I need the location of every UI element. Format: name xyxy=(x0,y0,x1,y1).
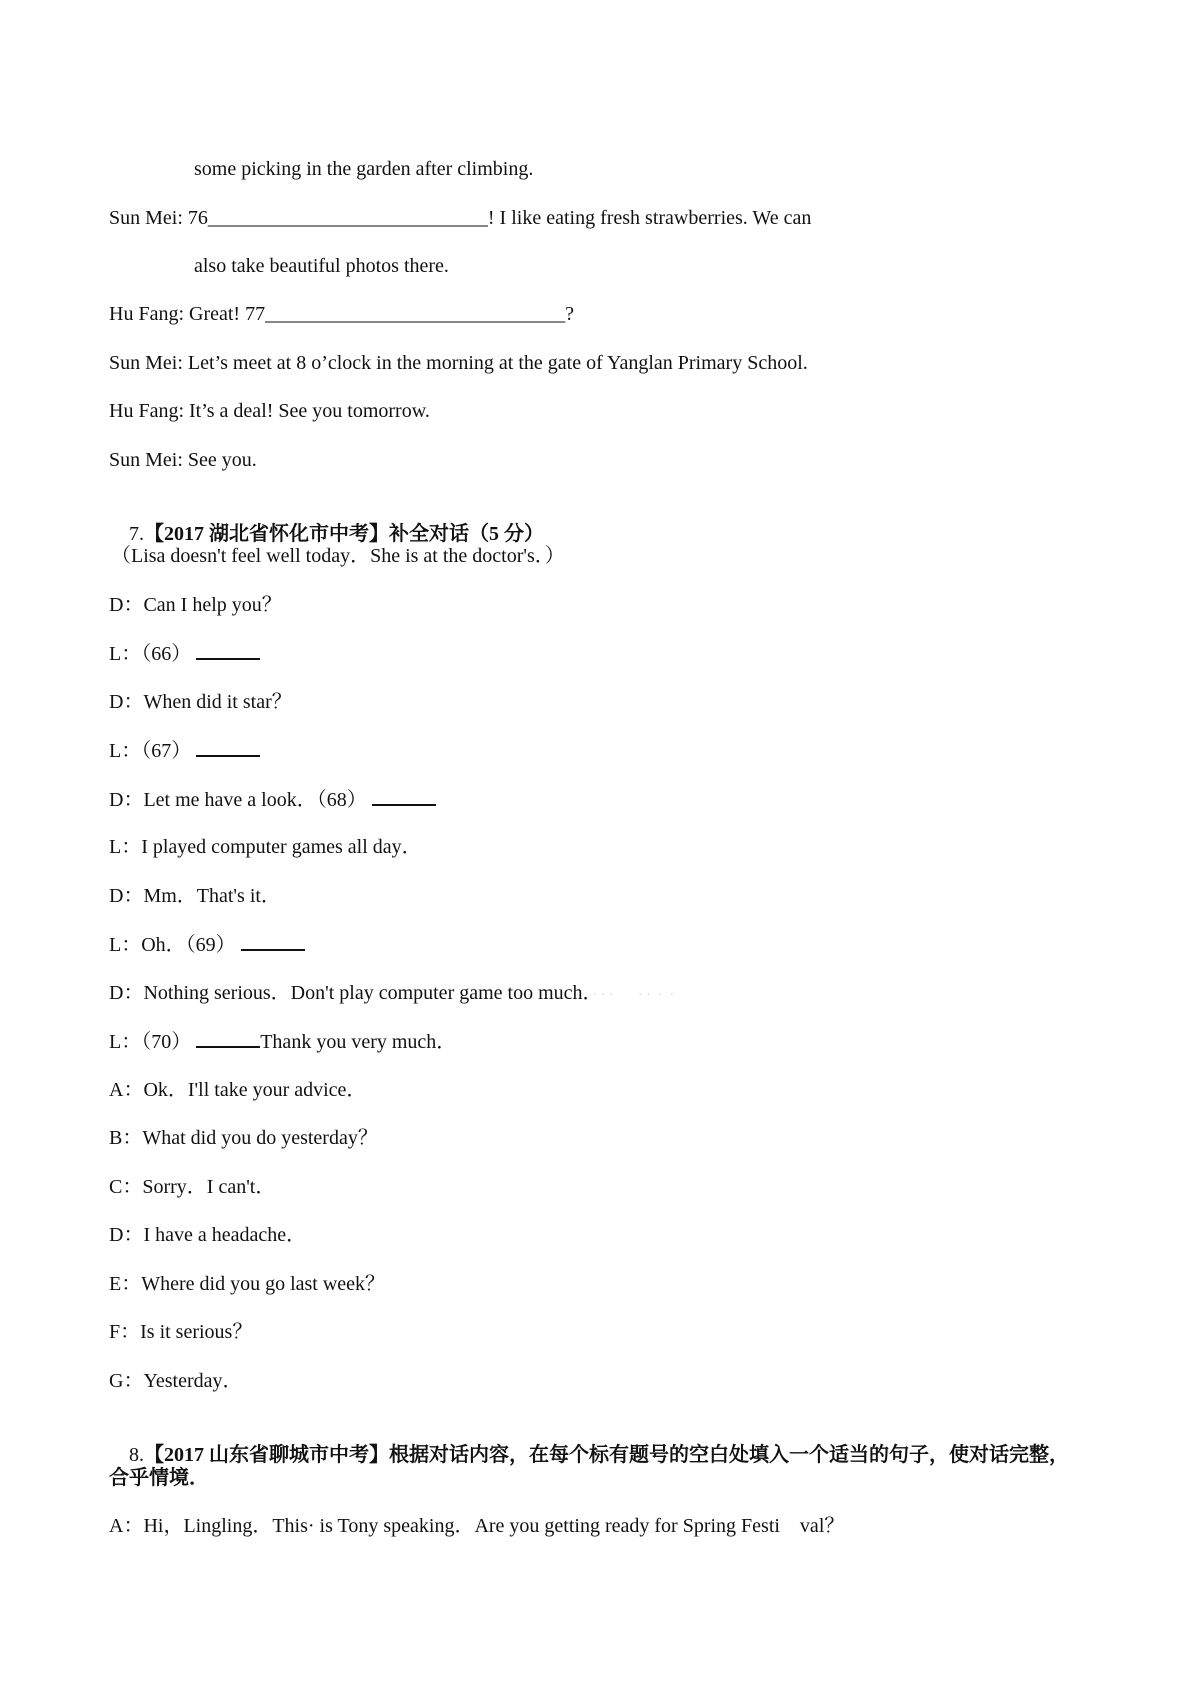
dialogue-line-blank-68: D：Let me have a look．（68） xyxy=(109,786,436,813)
option-a: A：Ok．I'll take your advice． xyxy=(109,1079,367,1101)
dialogue-line-sun-mei-76: Sun Mei: 76____________________________! I like eating fresh strawberries. We can xyxy=(109,207,812,229)
dialogue-continuation-line: also take beautiful photos there. xyxy=(194,255,449,277)
option-f: F：Is it serious？ xyxy=(109,1321,253,1343)
dialogue-line-blank-69: L：Oh．（69） xyxy=(109,931,305,958)
answer-blank xyxy=(196,737,260,757)
dialogue-line: L：I played computer games all day． xyxy=(109,836,422,858)
question-source: 【2017 湖北省怀化市中考】 xyxy=(144,523,389,545)
dialogue-line-blank-70: L：（70） Thank you very much． xyxy=(109,1028,456,1055)
question-title: 补全对话（5 分） xyxy=(389,523,544,545)
dialogue-line-hu-fang-77: Hu Fang: Great! 77______________________________? xyxy=(109,303,574,325)
dialogue-line: D：Nothing serious．Don't play computer game too much．· · · · · · · xyxy=(109,982,675,1004)
answer-blank xyxy=(196,640,260,660)
question-title: 根据对话内容，在每个标有题号的空白处填入一个适当的句子，使对话完整， xyxy=(389,1444,1069,1466)
question-8-heading-cont: 合乎情境． xyxy=(109,1467,209,1489)
dialogue-line-sun-mei: Sun Mei: See you. xyxy=(109,449,257,471)
dialogue-line-hu-fang: Hu Fang: It’s a deal! See you tomorrow. xyxy=(109,400,430,422)
answer-blank xyxy=(196,1028,260,1048)
dialogue-line: D：When did it star？ xyxy=(109,691,292,713)
dialogue-continuation-line: some picking in the garden after climbing. xyxy=(194,158,534,180)
answer-blank xyxy=(372,786,436,806)
option-e: E：Where did you go last week？ xyxy=(109,1273,386,1295)
dialogue-line: D：Can I help you？ xyxy=(109,594,282,616)
option-b: B：What did you do yesterday？ xyxy=(109,1127,378,1149)
option-c: C：Sorry．I can't． xyxy=(109,1176,276,1198)
question-source: 【2017 山东省聊城市中考】 xyxy=(144,1444,389,1466)
answer-blank xyxy=(241,931,305,951)
dialogue-line: D：Mm．That's it． xyxy=(109,885,281,907)
dialogue-line-sun-mei: Sun Mei: Let’s meet at 8 o’clock in the morning at the gate of Yanglan Primary School. xyxy=(109,352,808,374)
dialogue-line: A：Hi，Lingling．This· is Tony speaking．Are you getting ready for Spring Festi val？ xyxy=(109,1515,845,1537)
question-number: 8. xyxy=(129,1444,144,1466)
question-8-heading xyxy=(109,1416,1069,1494)
scenario-note: （Lisa doesn't feel well today．She is at the doctor's．） xyxy=(111,545,565,567)
option-d: D：I have a headache． xyxy=(109,1224,307,1246)
dialogue-line-blank-66: L：（66） xyxy=(109,640,260,667)
question-number: 7. xyxy=(129,523,144,545)
option-g: G：Yesterday． xyxy=(109,1370,243,1392)
dialogue-line-blank-67: L：（67） xyxy=(109,737,260,764)
faint-marks: · · · · · · · xyxy=(592,988,675,1003)
